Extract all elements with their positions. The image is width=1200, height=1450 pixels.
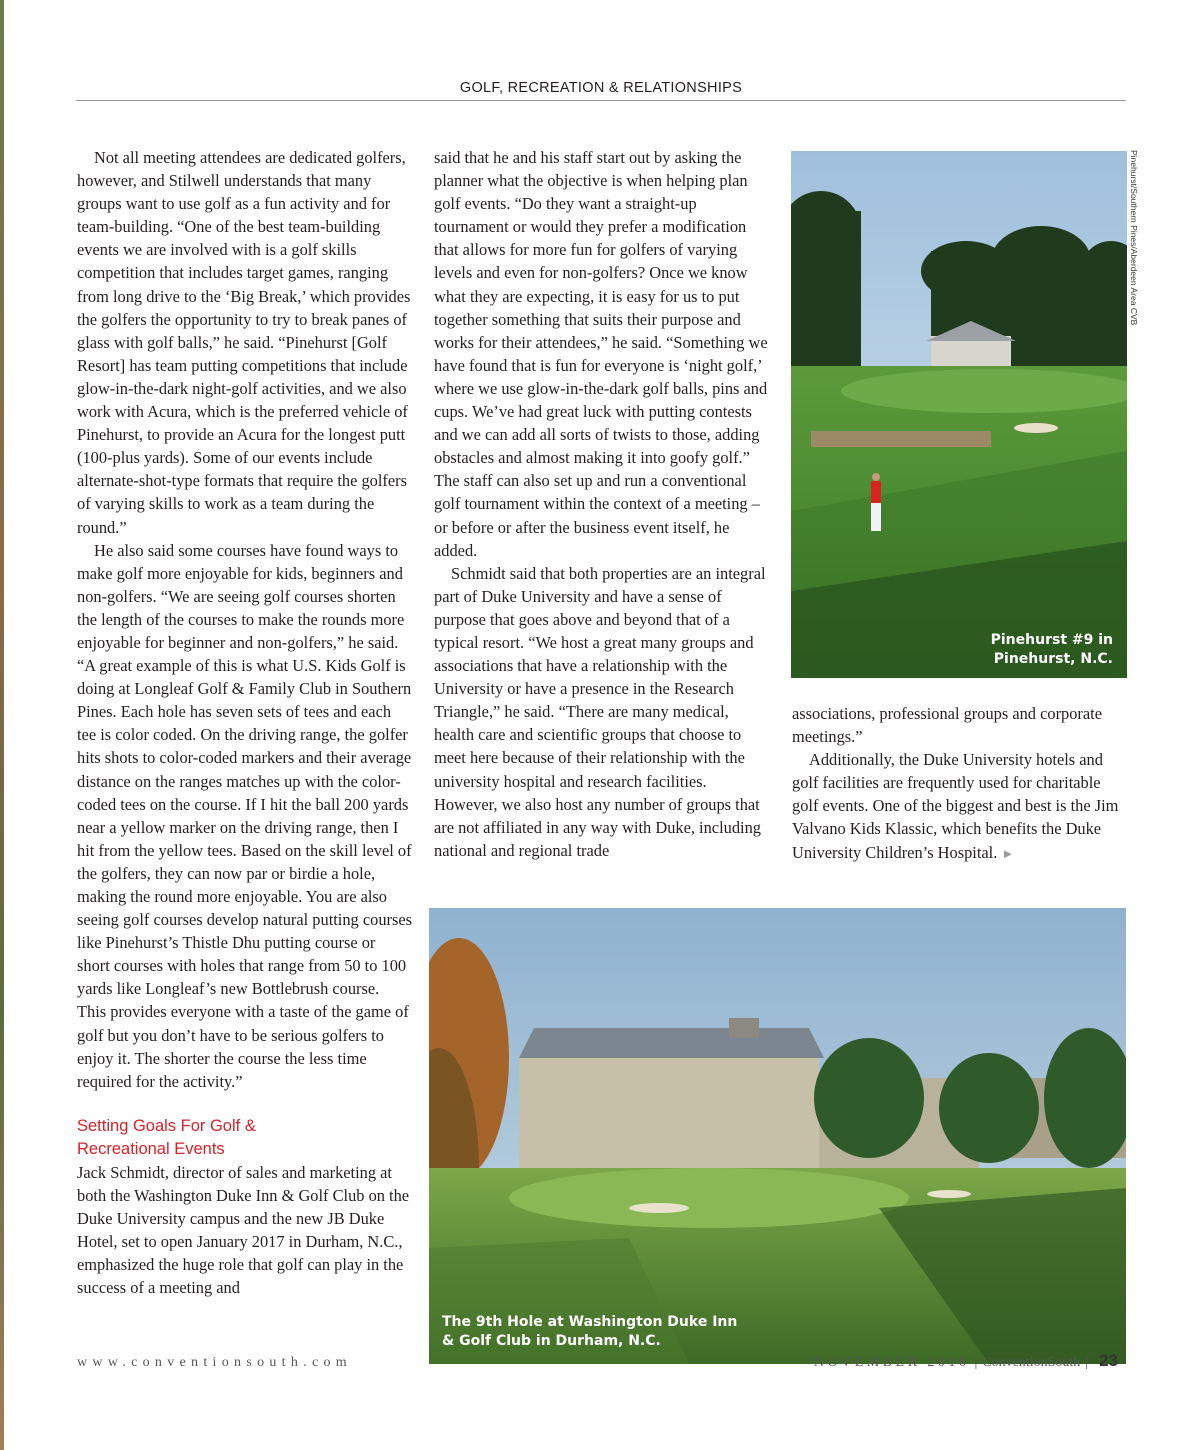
footer-separator: | <box>1085 1355 1089 1370</box>
paragraph: Not all meeting attendees are dedicated golfers, however, and Stilwell understands that many groups want to use golf as a fun activity and for team-building. “One of the best team-building events we are involved with is a golf skills competition that includes target games, ranging from long drive to the ‘Big Break,’ which provides the golfers the opportunity to try to break panes of glass with golf balls,” he said. “Pinehurst [Golf Resort] has team putting competitions that include glow-in-the-dark night-golf activities, and we also work with Acura, which is the preferred vehicle of Pinehurst, to provide an Acura for the longest putt (100-plus yards). Some of our events include alternate-shot-type formats that require the golfers of varying skills to work as a team during the round.” <box>77 148 411 537</box>
photo-caption <box>991 631 1113 669</box>
section-header: GOLF, RECREATION & RELATIONSHIPS <box>459 80 743 96</box>
pinehurst-photo <box>791 151 1127 678</box>
paragraph: Schmidt said that both properties are an integral part of Duke University and have a sense of purpose that goes above and beyond that of a typical resort. “We host a great many groups and associations that have a relationship with the University or have a presence in the Research Triangle,” he said. “There are many medical, health care and scientific groups that choose to meet here because of their relationship with the university hospital and research facilities. However, we also host any number of groups that are not affiliated in any way with Duke, including national and regional trade <box>434 563 766 860</box>
footer-separator: | <box>974 1355 978 1370</box>
footer-magazine-name: ConventionSouth <box>982 1355 1081 1370</box>
paragraph: Jack Schmidt, director of sales and marketing at both the Washington Duke Inn & Golf Club on the Duke University campus and the new JB Duke Hotel, set to open January 2017 in Durham, N.C., emphasized the huge role that golf can play in the success of a meeting and <box>77 1162 410 1298</box>
paragraph: said that he and his staff start out by asking the planner what the objective is when helping plan golf events. “Do they want a straight-up tournament or would they prefer a modification that allows for more fun for golfers of varying levels and even for non-golfers? Once we know what they are expecting, it is easy for us to put together something that suits their purpose and works for their attendees,” he said. “Something we have found that is fun for everyone is ‘night golf,’ where we use glow-in-the-dark golf balls, pins and cups. We’ve had great luck with putting contests and we can add all sorts of twists to those, adding obstacles and almost making it into goofy golf.” The staff can also set up and run a conventional golf tournament within the context of a meeting – or before or after the business event itself, he added. <box>434 148 768 560</box>
caption-line: Pinehurst #9 in <box>990 632 1113 648</box>
continue-arrow-icon: ► <box>1001 845 1015 861</box>
paragraph: associations, professional groups and corporate meetings.” <box>792 704 1102 747</box>
article-column-3 <box>792 702 1125 865</box>
footer-issue-month: NOVEMBER 2016 <box>813 1355 970 1370</box>
subheading-line: Setting Goals For Golf & <box>77 1116 256 1135</box>
paragraph <box>792 748 1125 864</box>
paragraph: He also said some courses have found ways to make golf more enjoyable for kids, beginners and non-golfers. “We are seeing golf courses shorten the length of the courses to make the rounds more enjoyable for beginner and non-golfers,” he said. “A great example of this is what U.S. Kids Golf is doing at Longleaf Golf & Family Club in Southern Pines. Each hole has seven sets of tees and each tee is color coded. On the driving range, the golfer hits shots to color-coded markers and their average distance on the ranges matches up with the color-coded tees on the course. If I hit the ball 200 yards near a yellow marker on the driving range, then I hit from the yellow tees. Based on the skill level of the golfers, they can now par or birdie a hole, making the round more enjoyable. You are also seeing golf courses develop natural putting courses like Pinehurst’s Thistle Dhu putting course or short courses with holes that range from 50 to 100 yards like Longleaf’s new Bottlebrush course. This provides everyone with a taste of the game of golf but you don’t have to be serious golfers to enjoy it. The shorter the course the less time required for the activity.” <box>77 540 413 1091</box>
article-column-1 <box>77 146 412 1299</box>
header-divider <box>76 100 1126 101</box>
caption-line: The 9th Hole at Washington Duke Inn <box>442 1314 738 1330</box>
article-column-2 <box>434 146 772 862</box>
footer-website: www.conventionsouth.com <box>77 1355 352 1370</box>
photo-caption <box>442 1313 737 1351</box>
paragraph-text: Additionally, the Duke University hotels and golf facilities are frequently used for charitable golf events. One of the biggest and best is the Jim Valvano Kids Klassic, which benefits the Duke University Children’s Hospital. <box>792 750 1119 862</box>
photo-credit-text: Pinehurst/Southern Pines/Aberdeen Area CVB <box>1129 150 1139 326</box>
subheading-line: Recreational Events <box>77 1139 225 1158</box>
page-edge-strip <box>0 0 4 1450</box>
caption-line: Pinehurst, N.C. <box>993 651 1113 667</box>
section-subheading <box>77 1115 412 1161</box>
photo-credit <box>1126 150 1140 330</box>
footer-right <box>814 1351 1118 1371</box>
page-number: 23 <box>1099 1351 1118 1370</box>
caption-line: & Golf Club in Durham, N.C. <box>442 1333 661 1349</box>
washington-duke-inn-photo <box>429 908 1126 1364</box>
